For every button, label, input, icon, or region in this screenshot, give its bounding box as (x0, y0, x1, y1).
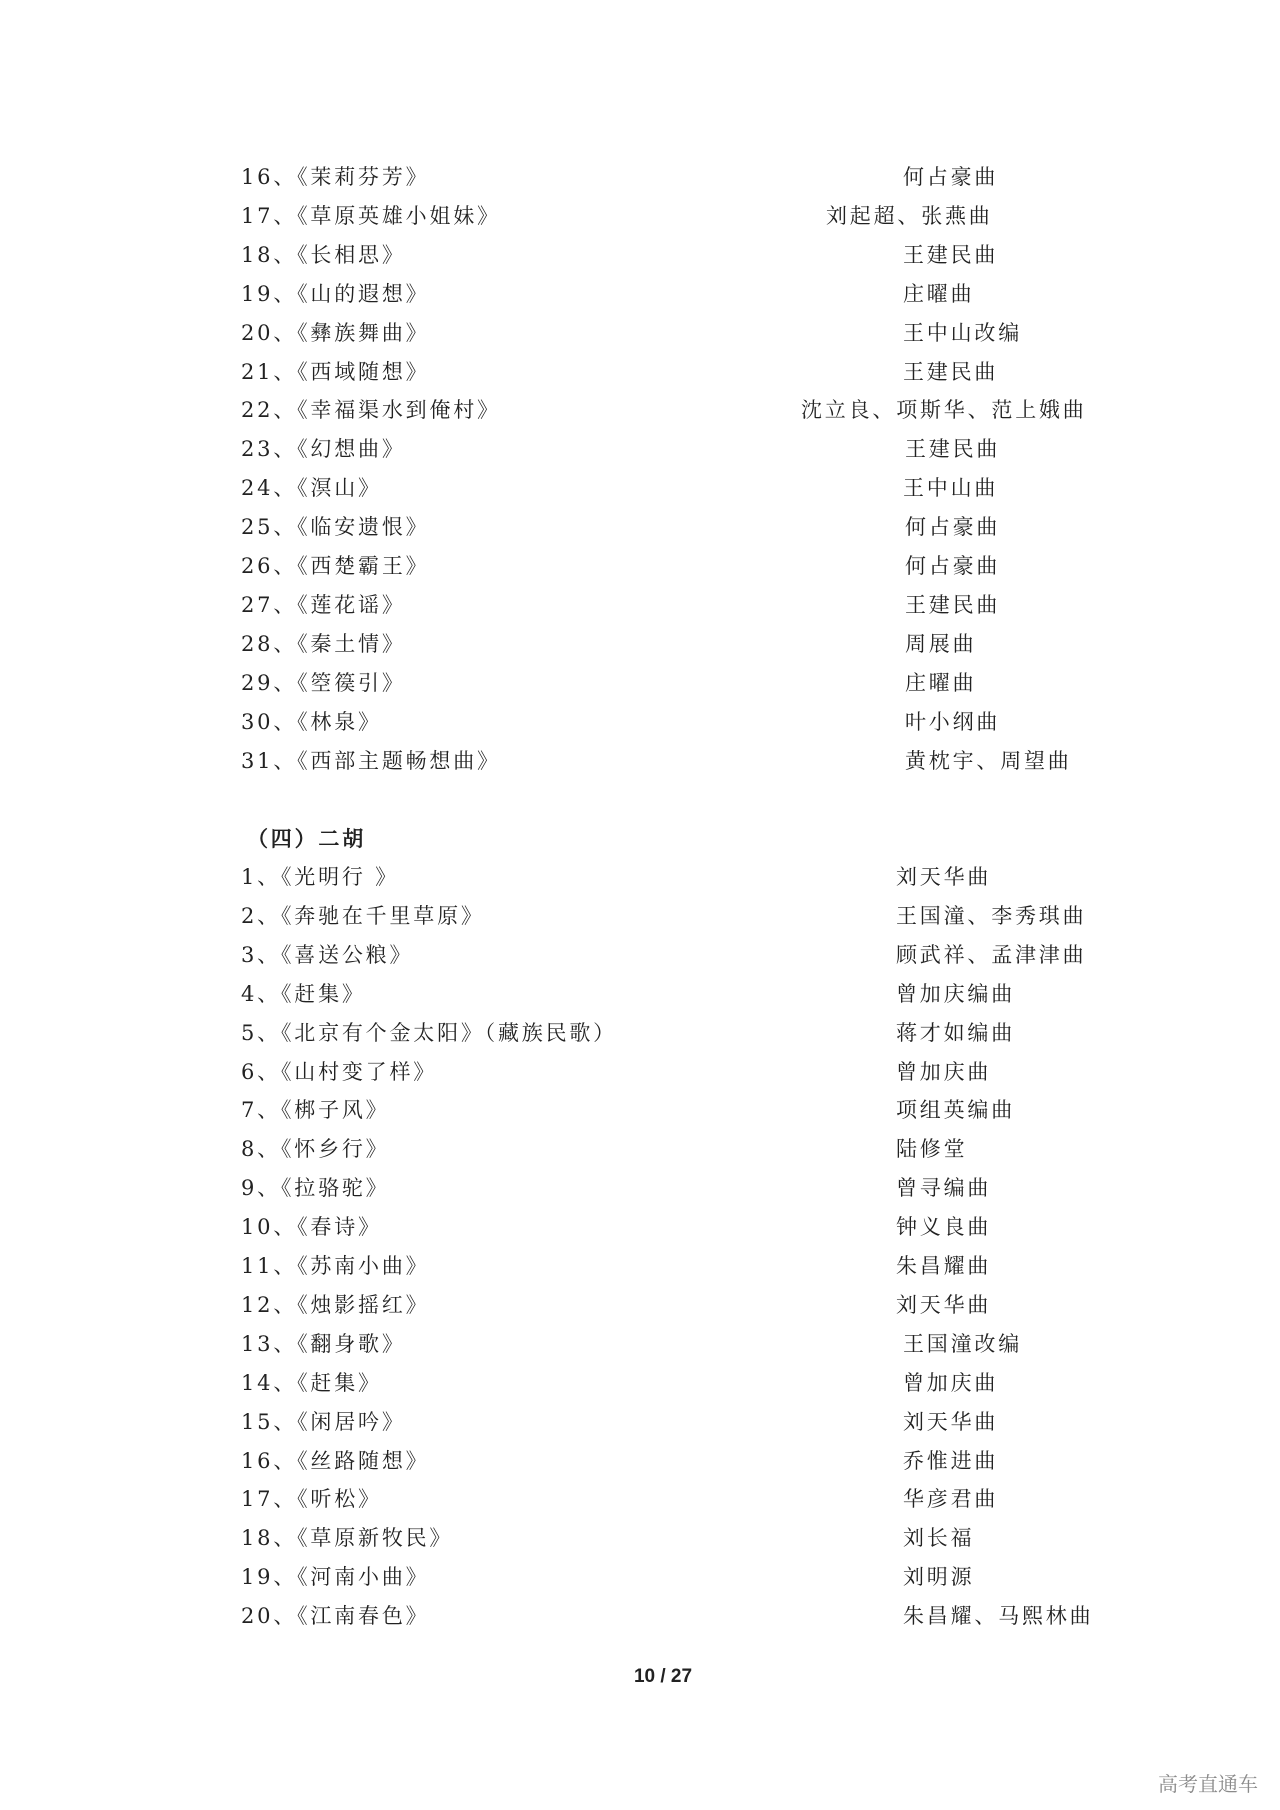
item-composer: 黄枕宇、周望曲 (905, 748, 1072, 773)
list-item (0, 936, 1280, 975)
item-composer: 王中山曲 (903, 476, 999, 501)
item-composer: 庄曜曲 (905, 670, 977, 695)
item-composer: 何占豪曲 (905, 515, 1001, 540)
list-item (0, 625, 1280, 664)
list-item (0, 236, 1280, 275)
item-lead (241, 353, 429, 392)
item-composer: 刘起超、张燕曲 (826, 203, 993, 228)
item-number: 7、 (241, 1098, 281, 1123)
item-number: 16、 (241, 1448, 298, 1473)
item-number: 24、 (241, 476, 298, 501)
item-title: 《光明行 》 (280, 865, 399, 889)
item-number: 16、 (241, 165, 298, 189)
item-title: 《拉骆驼》 (280, 1176, 390, 1201)
item-title: 《秦土情》 (297, 631, 406, 656)
item-lead (241, 508, 429, 547)
list-item (0, 1053, 1280, 1092)
list-item (0, 1364, 1280, 1403)
item-number: 22、 (241, 398, 298, 423)
item-composer: 王建民曲 (903, 359, 999, 384)
item-number: 9、 (241, 1176, 281, 1201)
item-lead (241, 391, 501, 430)
item-number: 25、 (241, 515, 298, 540)
item-number: 19、 (241, 1565, 298, 1590)
item-lead (241, 897, 485, 936)
item-title: 《临安遗恨》 (297, 515, 430, 540)
item-number: 2、 (241, 903, 281, 928)
item-lead (241, 547, 429, 586)
item-lead (241, 1169, 389, 1208)
item-composer: 刘天华曲 (896, 1292, 992, 1317)
item-number: 6、 (241, 1059, 281, 1084)
item-lead (241, 858, 399, 897)
item-number: 28、 (241, 631, 298, 656)
item-number: 13、 (241, 1331, 298, 1356)
item-title: 《林泉》 (297, 709, 382, 734)
list-item (0, 314, 1280, 353)
item-composer: 王建民曲 (905, 592, 1001, 617)
list-item (0, 1208, 1280, 1247)
item-title: 《苏南小曲》 (297, 1254, 430, 1278)
item-number: 10、 (241, 1215, 298, 1240)
list-item (0, 430, 1280, 469)
list-item (0, 703, 1280, 742)
item-title: 《箜篌引》 (297, 670, 406, 695)
item-composer: 何占豪曲 (903, 165, 999, 189)
section-heading-erhu: （四）二胡 (247, 826, 366, 851)
item-composer: 王中山改编 (903, 320, 1022, 345)
item-number: 15、 (241, 1409, 298, 1434)
list-item (0, 1558, 1280, 1597)
item-composer: 周展曲 (905, 631, 977, 656)
item-lead (241, 275, 429, 314)
item-lead (241, 1403, 406, 1442)
item-number: 31、 (241, 748, 298, 773)
item-lead (241, 1208, 382, 1247)
item-lead (241, 703, 382, 742)
item-composer: 曾寻编曲 (896, 1176, 992, 1201)
item-title: 《听松》 (297, 1487, 382, 1512)
list-item (0, 1403, 1280, 1442)
item-title: 《丝路随想》 (297, 1448, 430, 1473)
item-number: 21、 (241, 359, 298, 384)
item-number: 27、 (241, 592, 298, 617)
list-item (0, 586, 1280, 625)
item-number: 20、 (241, 1604, 298, 1629)
item-composer: 华彦君曲 (903, 1487, 999, 1512)
item-composer: 刘天华曲 (896, 865, 992, 889)
item-composer: 沈立良、项斯华、范上娥曲 (801, 398, 1087, 423)
item-title: 《闲居吟》 (297, 1409, 406, 1434)
item-title: 《春诗》 (297, 1215, 382, 1240)
item-lead (241, 742, 501, 781)
item-lead (241, 197, 501, 236)
item-lead (241, 1286, 429, 1325)
item-lead (241, 1325, 406, 1364)
item-title: 《山的遐想》 (297, 281, 430, 306)
item-lead (241, 1597, 429, 1636)
item-composer: 庄曜曲 (903, 281, 975, 306)
item-composer: 刘明源 (903, 1565, 975, 1590)
item-number: 12、 (241, 1292, 298, 1317)
repertoire-list-erhu (0, 858, 1280, 1637)
item-composer: 曾加庆编曲 (896, 981, 1015, 1006)
list-item (0, 1597, 1280, 1636)
item-number: 3、 (241, 942, 281, 967)
list-item (0, 742, 1280, 781)
page-number: 10 / 27 (633, 1666, 693, 1687)
item-number: 29、 (241, 670, 298, 695)
item-title: 《彝族舞曲》 (297, 320, 430, 345)
list-item (0, 469, 1280, 508)
item-lead (241, 1130, 389, 1169)
item-title: 《赶集》 (280, 981, 366, 1006)
item-lead (241, 1053, 437, 1092)
item-composer: 叶小纲曲 (905, 709, 1001, 734)
item-lead (241, 1091, 389, 1130)
item-lead (241, 975, 366, 1014)
item-number: 19、 (241, 281, 298, 306)
item-composer: 曾加庆曲 (896, 1059, 992, 1084)
list-item (0, 1130, 1280, 1169)
item-lead (241, 1558, 429, 1597)
item-title: 《幸福渠水到俺村》 (297, 398, 501, 423)
list-item (0, 1247, 1280, 1286)
list-item (0, 1480, 1280, 1519)
list-item (0, 391, 1280, 430)
item-composer: 朱昌耀、马熙林曲 (903, 1604, 1094, 1629)
item-lead (241, 1519, 453, 1558)
item-title: 《西楚霸王》 (297, 554, 430, 578)
item-title: 《长相思》 (297, 242, 406, 267)
item-composer: 刘天华曲 (903, 1409, 999, 1434)
item-composer: 何占豪曲 (905, 554, 1001, 578)
item-lead (241, 430, 406, 469)
item-title: 《草原英雄小姐妹》 (297, 203, 501, 228)
item-composer: 王建民曲 (905, 437, 1001, 462)
watermark: 高考直通车 (1158, 1772, 1258, 1796)
list-item (0, 975, 1280, 1014)
item-lead (241, 936, 413, 975)
list-item (0, 1169, 1280, 1208)
item-title: 《草原新牧民》 (297, 1526, 454, 1551)
list-item (0, 547, 1280, 586)
item-number: 30、 (241, 709, 298, 734)
item-lead (241, 1014, 617, 1053)
list-item (0, 1519, 1280, 1558)
list-item (0, 897, 1280, 936)
item-composer: 王国潼、李秀琪曲 (896, 903, 1087, 928)
item-number: 17、 (241, 203, 298, 228)
item-number: 1、 (241, 865, 281, 889)
item-title: 《山村变了样》 (280, 1059, 438, 1084)
item-number: 20、 (241, 320, 298, 345)
item-composer: 朱昌耀曲 (896, 1254, 992, 1278)
item-composer: 顾武祥、孟津津曲 (896, 942, 1087, 967)
item-composer: 钟义良曲 (896, 1215, 992, 1240)
item-title: 《赶集》 (297, 1370, 382, 1395)
item-number: 8、 (241, 1137, 281, 1162)
item-number: 4、 (241, 981, 281, 1006)
item-number: 14、 (241, 1370, 298, 1395)
item-title: 《西部主题畅想曲》 (297, 748, 501, 773)
item-number: 18、 (241, 1526, 298, 1551)
list-item (0, 197, 1280, 236)
list-item (0, 158, 1280, 197)
list-item (0, 1442, 1280, 1481)
item-number: 18、 (241, 242, 298, 267)
item-composer: 王建民曲 (903, 242, 999, 267)
item-number: 11、 (241, 1254, 298, 1278)
list-item (0, 664, 1280, 703)
item-title: 《烛影摇红》 (297, 1292, 430, 1317)
item-title: 《翻身歌》 (297, 1331, 406, 1356)
item-title: 《奔驰在千里草原》 (280, 903, 485, 928)
item-lead (241, 236, 406, 275)
item-composer: 项组英编曲 (896, 1098, 1015, 1123)
item-lead (241, 314, 429, 353)
item-title: 《溟山》 (297, 476, 382, 501)
item-lead (241, 664, 406, 703)
item-title: 《喜送公粮》 (280, 942, 414, 967)
item-title: 《怀乡行》 (280, 1137, 390, 1162)
list-item (0, 353, 1280, 392)
item-title: 《西域随想》 (297, 359, 430, 384)
item-lead (241, 469, 382, 508)
item-title: 《茉莉芬芳》 (297, 165, 430, 189)
item-lead (241, 1480, 382, 1519)
item-composer: 蒋才如编曲 (896, 1020, 1015, 1045)
item-lead (241, 1442, 429, 1481)
item-title: 《北京有个金太阳》（藏族民歌） (280, 1020, 617, 1045)
list-item (0, 275, 1280, 314)
list-item (0, 1325, 1280, 1364)
item-number: 23、 (241, 437, 298, 462)
item-title: 《幻想曲》 (297, 437, 406, 462)
item-lead (241, 1364, 382, 1403)
list-item (0, 858, 1280, 897)
item-composer: 乔惟进曲 (903, 1448, 999, 1473)
item-title: 《河南小曲》 (297, 1565, 430, 1590)
item-lead (241, 1247, 429, 1286)
item-composer: 王国潼改编 (903, 1331, 1022, 1356)
item-number: 5、 (241, 1020, 281, 1045)
list-item (0, 1014, 1280, 1053)
item-composer: 曾加庆曲 (903, 1370, 999, 1395)
list-item (0, 1286, 1280, 1325)
item-lead (241, 625, 406, 664)
repertoire-list-continued (0, 158, 1280, 781)
item-lead (241, 586, 406, 625)
item-composer: 刘长福 (903, 1526, 975, 1551)
item-lead (241, 158, 429, 197)
item-title: 《江南春色》 (297, 1604, 430, 1629)
list-item (0, 1091, 1280, 1130)
item-title: 《梆子风》 (280, 1098, 390, 1123)
item-composer: 陆修堂 (896, 1137, 968, 1162)
list-item (0, 508, 1280, 547)
item-number: 17、 (241, 1487, 298, 1512)
item-title: 《莲花谣》 (297, 592, 406, 617)
item-number: 26、 (241, 554, 298, 578)
